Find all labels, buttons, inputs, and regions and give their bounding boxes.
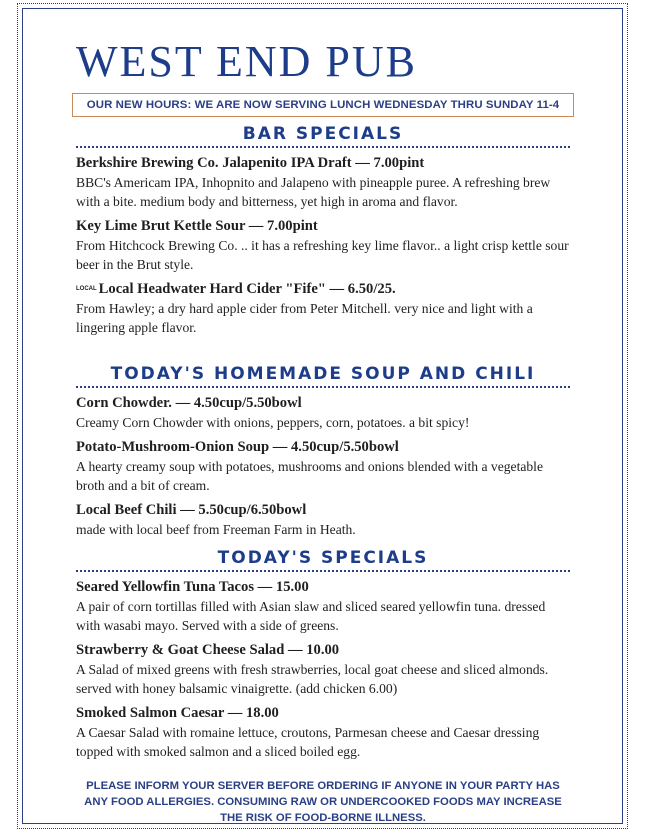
item-name: Corn Chowder. — 4.50cup/5.50bowl bbox=[76, 395, 302, 411]
item-description: A pair of corn tortillas filled with Asian slaw and sliced seared yellowfin tuna. dressed with wasabi mayo. Served with a side of greens. bbox=[76, 599, 546, 633]
item-description: From Hitchcock Brewing Co. .. it has a refreshing key lime flavor.. a light crisp kettle sour beer in the Brut style. bbox=[76, 238, 569, 272]
menu-item bbox=[76, 641, 570, 698]
item-description: A hearty creamy soup with potatoes, mushrooms and onions blended with a vegetable broth and a bit of cream. bbox=[76, 459, 543, 493]
section-heading: TODAY'S SPECIALS bbox=[217, 548, 429, 568]
menu-item bbox=[76, 280, 570, 337]
menu-item bbox=[76, 217, 570, 274]
item-name: Strawberry & Goat Cheese Salad — 10.00 bbox=[76, 642, 340, 658]
menu-item bbox=[76, 438, 570, 495]
page-title: WEST END PUB bbox=[76, 37, 417, 86]
item-description: BBC's Americam IPA, Inhopnito and Jalapeno with pineapple puree. A refreshing brew with a bite. medium body and bitterness, yet high in aroma and flavor. bbox=[76, 175, 551, 209]
dotted-divider bbox=[76, 146, 570, 148]
item-name: Local Headwater Hard Cider "Fife" — 6.50/25. bbox=[98, 281, 396, 297]
item-description: Creamy Corn Chowder with onions, peppers, corn, potatoes. a bit spicy! bbox=[76, 415, 470, 430]
section-heading: BAR SPECIALS bbox=[242, 124, 404, 144]
dotted-divider bbox=[76, 570, 570, 572]
item-name-row bbox=[76, 280, 570, 299]
menu-item bbox=[76, 394, 570, 432]
menu-item bbox=[76, 154, 570, 211]
dotted-divider bbox=[76, 386, 570, 388]
item-description: made with local beef from Freeman Farm in Heath. bbox=[76, 522, 356, 537]
menu-item bbox=[76, 704, 570, 761]
item-description: From Hawley; a dry hard apple cider from Peter Mitchell. very nice and light with a lingering apple flavor. bbox=[76, 301, 533, 335]
local-tag: LOCAL bbox=[76, 286, 97, 292]
item-description: A Caesar Salad with romaine lettuce, croutons, Parmesan cheese and Caesar dressing topped with smoked salmon and a sliced boiled egg. bbox=[76, 725, 540, 759]
item-description: A Salad of mixed greens with fresh strawberries, local goat cheese and sliced almonds. served with honey balsamic vinaigrette. (add chicken 6.00) bbox=[76, 662, 549, 696]
menu-item bbox=[76, 501, 570, 539]
section-soup-chili bbox=[76, 364, 570, 545]
item-name: Berkshire Brewing Co. Jalapenito IPA Draft — 7.00pint bbox=[76, 155, 425, 171]
item-name: Potato-Mushroom-Onion Soup — 4.50cup/5.50bowl bbox=[76, 439, 399, 455]
allergy-notice: PLEASE INFORM YOUR SERVER BEFORE ORDERING IF ANYONE IN YOUR PARTY HAS ANY FOOD ALLERGIES. CONSUMING RAW OR UNDERCOOKED FOODS MAY INCREASE THE RISK OF FOOD-BORNE ILLNESS. bbox=[84, 780, 562, 824]
section-todays-specials bbox=[76, 548, 570, 767]
item-name: Smoked Salmon Caesar — 18.00 bbox=[76, 705, 279, 721]
item-name: Local Beef Chili — 5.50cup/6.50bowl bbox=[76, 502, 307, 518]
item-name: Seared Yellowfin Tuna Tacos — 15.00 bbox=[76, 579, 309, 595]
menu-item bbox=[76, 578, 570, 635]
section-bar-specials bbox=[76, 124, 570, 343]
hours-notice: OUR NEW HOURS: WE ARE NOW SERVING LUNCH WEDNESDAY THRU SUNDAY 11-4 bbox=[72, 93, 574, 117]
section-heading: TODAY'S HOMEMADE SOUP AND CHILI bbox=[110, 364, 536, 384]
item-name: Key Lime Brut Kettle Sour — 7.00pint bbox=[76, 218, 318, 234]
